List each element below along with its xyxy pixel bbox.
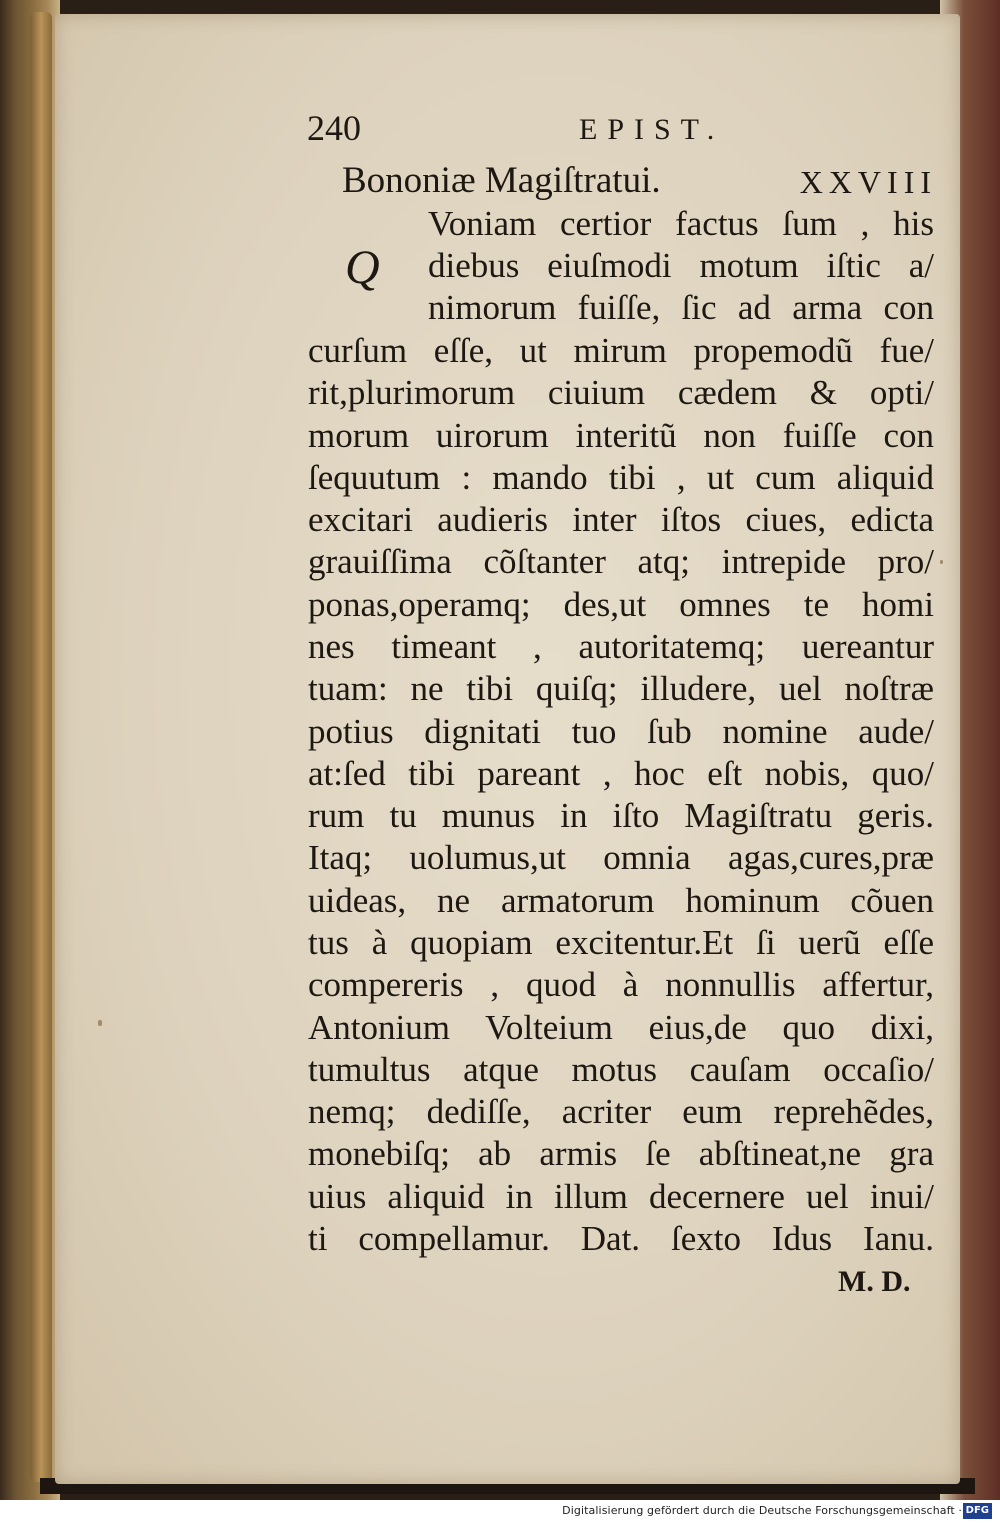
footer-credit: Digitalisierung gefördert durch die Deutsche Forschungsgemeinschaft · — [562, 1504, 962, 1517]
body-line: tuam: ne tibi quiſq; illudere, uel noſtræ — [308, 669, 934, 708]
body-line: at:ſed tibi pareant , hoc eſt nobis, quo/ — [308, 754, 934, 793]
letter-recipient: Bononiæ Magiſtratui. — [342, 160, 661, 201]
body-line: compereris , quod à nonnullis affertur, — [308, 965, 934, 1004]
dfg-logo: DFG — [963, 1503, 992, 1519]
body-line: Itaq; uolumus,ut omnia agas,cures,præ — [308, 838, 934, 877]
letter-number: XXVIII — [799, 164, 937, 200]
paper-speck — [940, 560, 943, 564]
body-line: morum uirorum interitũ non fuiſſe con — [308, 416, 934, 455]
body-line: potius dignitati tuo ſub nomine aude/ — [308, 712, 934, 751]
letter-heading — [342, 160, 937, 204]
section-title: EPIST. — [579, 113, 725, 146]
body-line: ti compellamur. Dat. ſexto Idus Ianu. — [308, 1219, 934, 1258]
body-line: ponas,operamq; des,ut omnes te homi — [308, 585, 934, 624]
body-line: monebiſq; ab armis ſe abſtineat,ne gra — [308, 1134, 934, 1173]
body-line: Antonium Volteium eius,de quo dixi, — [308, 1008, 934, 1047]
paper-speck — [98, 1020, 102, 1026]
body-line: tumultus atque motus cauſam occaſio/ — [308, 1050, 934, 1089]
body-line: nimorum fuiſſe, ſic ad arma con — [428, 288, 934, 327]
body-line: nemq; dediſſe, acriter eum reprehẽdes, — [308, 1092, 934, 1131]
body-line: grauiſſima cõſtanter atq; intrepide pro/ — [308, 542, 934, 581]
letter-closing-date: M. D. — [838, 1265, 911, 1298]
body-line: excitari audieris inter iſtos ciues, edicta — [308, 500, 934, 539]
initial-letter: Q — [345, 241, 380, 294]
page-number: 240 — [307, 108, 361, 148]
book-spine-gilt-edge — [30, 12, 52, 1482]
body-line: uideas, ne armatorum hominum cõuen — [308, 881, 934, 920]
running-head — [307, 108, 937, 152]
body-line: uius aliquid in illum decernere uel inui/ — [308, 1177, 934, 1216]
body-line: Voniam certior factus ſum , his — [428, 204, 934, 243]
body-line: nes timeant , autoritatemq; uereantur — [308, 627, 934, 666]
body-line: rum tu munus in iſto Magiſtratu geris. — [308, 796, 934, 835]
body-line: rit,plurimorum ciuium cædem & opti/ — [308, 373, 934, 412]
body-line: curſum eſſe, ut mirum propemodũ fue/ — [308, 331, 934, 370]
body-line: ſequutum : mando tibi , ut cum aliquid — [308, 458, 934, 497]
body-line: diebus eiuſmodi motum iſtic a/ — [428, 246, 934, 285]
body-line: tus à quopiam excitentur.Et ſi uerũ eſſe — [308, 923, 934, 962]
